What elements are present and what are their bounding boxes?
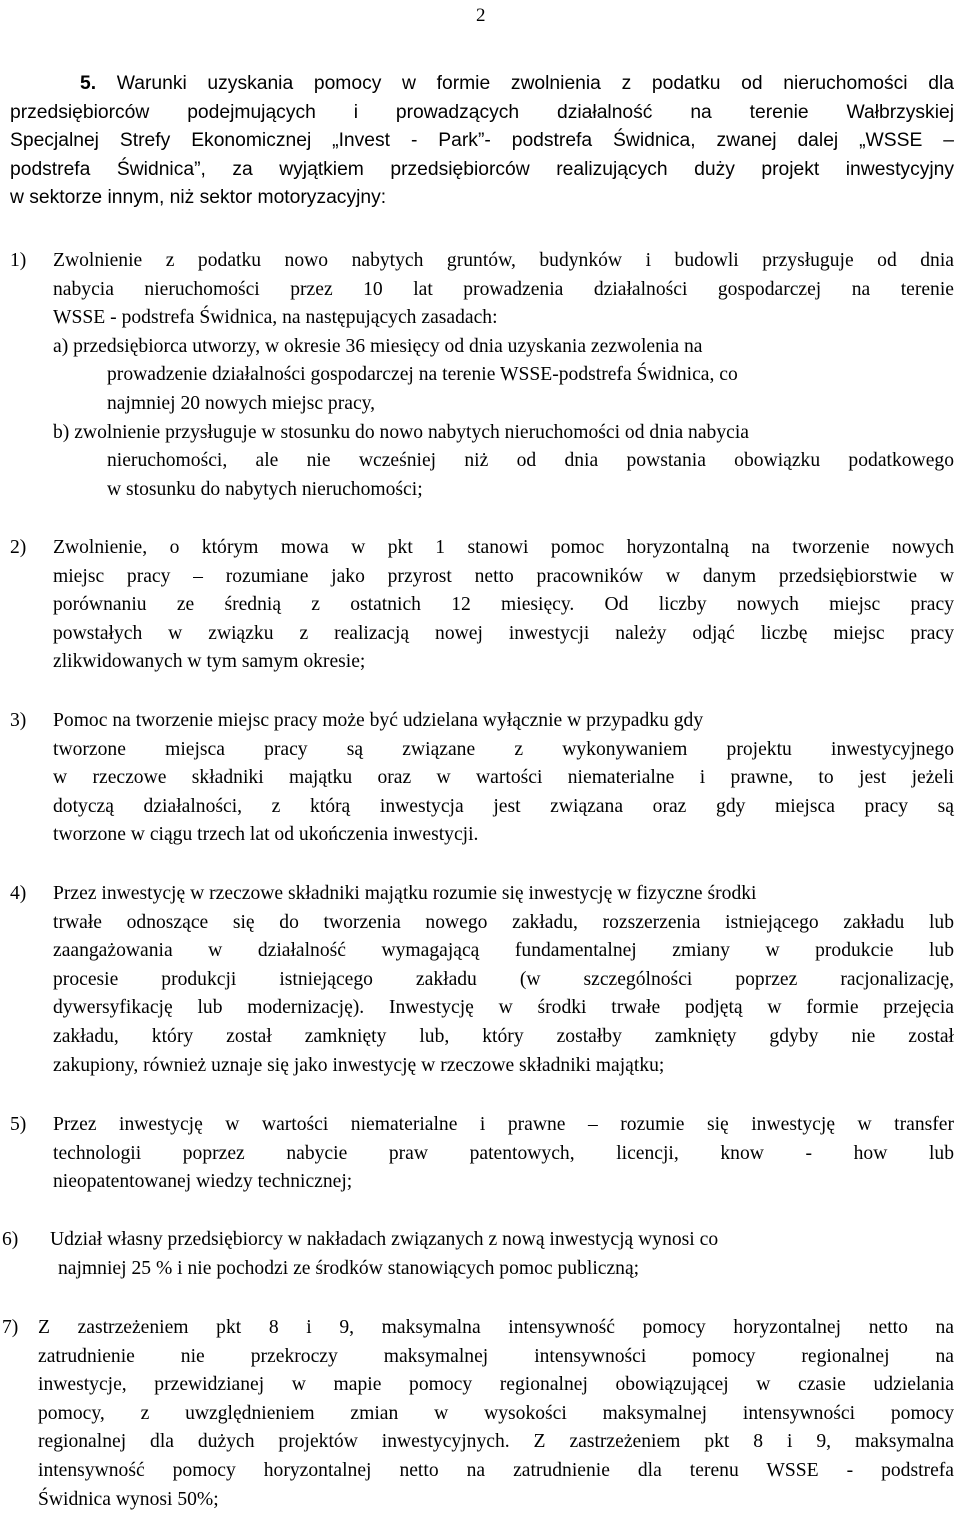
item-number: 4) [10, 883, 27, 904]
item-4: 4) Przez inwestycję w rzeczowe składniki majątku rozumie się inwestycję w fizyczne środki trwałe odnoszące się do tworzenia nowego zakładu, rozszerzenia istniejącego zakładu lub zaangażowania w działalność wymagającą fundamentalnej zmiany w produkcie lub procesie produkcji istniejącego zakładu (w szczególności poprzez racjonalizację, dywersyfikację lub modernizację). Inwestycję w środki trwałe podjętą w formie przejęcia zakładu, który został zamknięty lub, który zostałby zamknięty gdyby nie został zakupiony, również uznaje się jako inwestycję w rzeczowe składniki majątku; [10, 880, 954, 1080]
item-number: 3) [10, 710, 27, 731]
item-number: 6) [2, 1229, 19, 1250]
item-number: 2) [10, 537, 27, 558]
item-3: 3) Pomoc na tworzenie miejsc pracy może być udzielana wyłącznie w przypadku gdy tworzone miejsca pracy są związane z wykonywaniem projektu inwestycyjnego w rzeczowe składniki majątku oraz w wartości niematerialne i prawne, to jest jeżeli dotyczą działalności, z którą inwestycja jest związana oraz gdy miejsca pracy są tworzone w ciągu trzech lat od ukończenia inwestycji. [10, 707, 954, 850]
item-number: 1) [10, 250, 27, 271]
section-5-line: Specjalnej Strefy Ekonomicznej „Invest - Park”- podstrefa Świdnica, zwanej dalej „WSSE – [10, 130, 954, 152]
item-number: 5) [10, 1114, 27, 1135]
item-7: 7) Z zastrzeżeniem pkt 8 i 9, maksymalna intensywność pomocy horyzontalnej netto na zatrudnienie nie przekroczy maksymalnej intensywności pomocy regionalnej na inwestycje, przewidzianej w mapie pomocy regionalnej obowiązującej w czasie udzielania pomocy, z uwzględnieniem zmian w wysokości maksymalnej intensywności pomocy regionalnej dla dużych projektów inwestycyjnych. Z zastrzeżeniem pkt 8 i 9, maksymalna intensywność pomocy horyzontalnej netto na zatrudnienie dla terenu WSSE - podstrefa Świdnica wynosi 50%; [2, 1314, 954, 1514]
section-5-line: przedsiębiorców podejmujących i prowadzących działalność na terenie Wałbrzyskiej [10, 101, 954, 123]
section-5-line: 5. Warunki uzyskania pomocy w formie zwolnienia z podatku od nieruchomości dla [80, 73, 954, 94]
item-1: 1) Zwolnienie z podatku nowo nabytych gruntów, budynków i budowli przysługuje od dnia nabycia nieruchomości przez 10 lat prowadzenia działalności gospodarczej na terenie WSSE - podstrefa Świdnica, na następujących zasadach: a) przedsiębiorca utworzy, w okresie 36 miesięcy od dnia uzyskania zezwolenia na prowadzenie działalności gospodarczej na terenie WSSE-podstrefa Świdnica, co najmniej 20 nowych miejsc pracy, b) zwolnienie przysługuje w stosunku do nowo nabytych nieruchomości od dnia nabycia nieruchomości, ale nie wcześniej niż od dnia powstania obowiązku podatkowego w stosunku do nabytych nieruchomości; [10, 247, 954, 504]
item-6: 6) Udział własny przedsiębiorcy w nakładach związanych z nową inwestycją wynosi co najmniej 25 % i nie pochodzi ze środków stanowiących pomoc publiczną; [2, 1226, 954, 1283]
item-number: 7) [2, 1317, 19, 1338]
section-5-line: w sektorze innym, niż sektor motoryzacyjny: [10, 187, 387, 209]
section-5-heading [10, 70, 954, 213]
section-5-line: podstrefa Świdnica”, za wyjątkiem przedsiębiorców realizujących duży projekt inwestycyjny [10, 158, 954, 180]
item-5: 5) Przez inwestycję w wartości niematerialne i prawne – rozumie się inwestycję w transfer technologii poprzez nabycie praw patentowych, licencji, know - how lub nieopatentowanej wiedzy technicznej; [10, 1111, 954, 1197]
item-2: 2) Zwolnienie, o którym mowa w pkt 1 stanowi pomoc horyzontalną na tworzenie nowych miejsc pracy – rozumiane jako przyrost netto pracowników w danym przedsiębiorstwie w porównaniu ze średnią z ostatnich 12 miesięcy. Od liczby nowych miejsc pracy powstałych w związku z realizacją nowej inwestycji należy odjąć liczbę miejsc pracy zlikwidowanych w tym samym okresie; [10, 534, 954, 677]
page-number: 2 [476, 5, 486, 26]
